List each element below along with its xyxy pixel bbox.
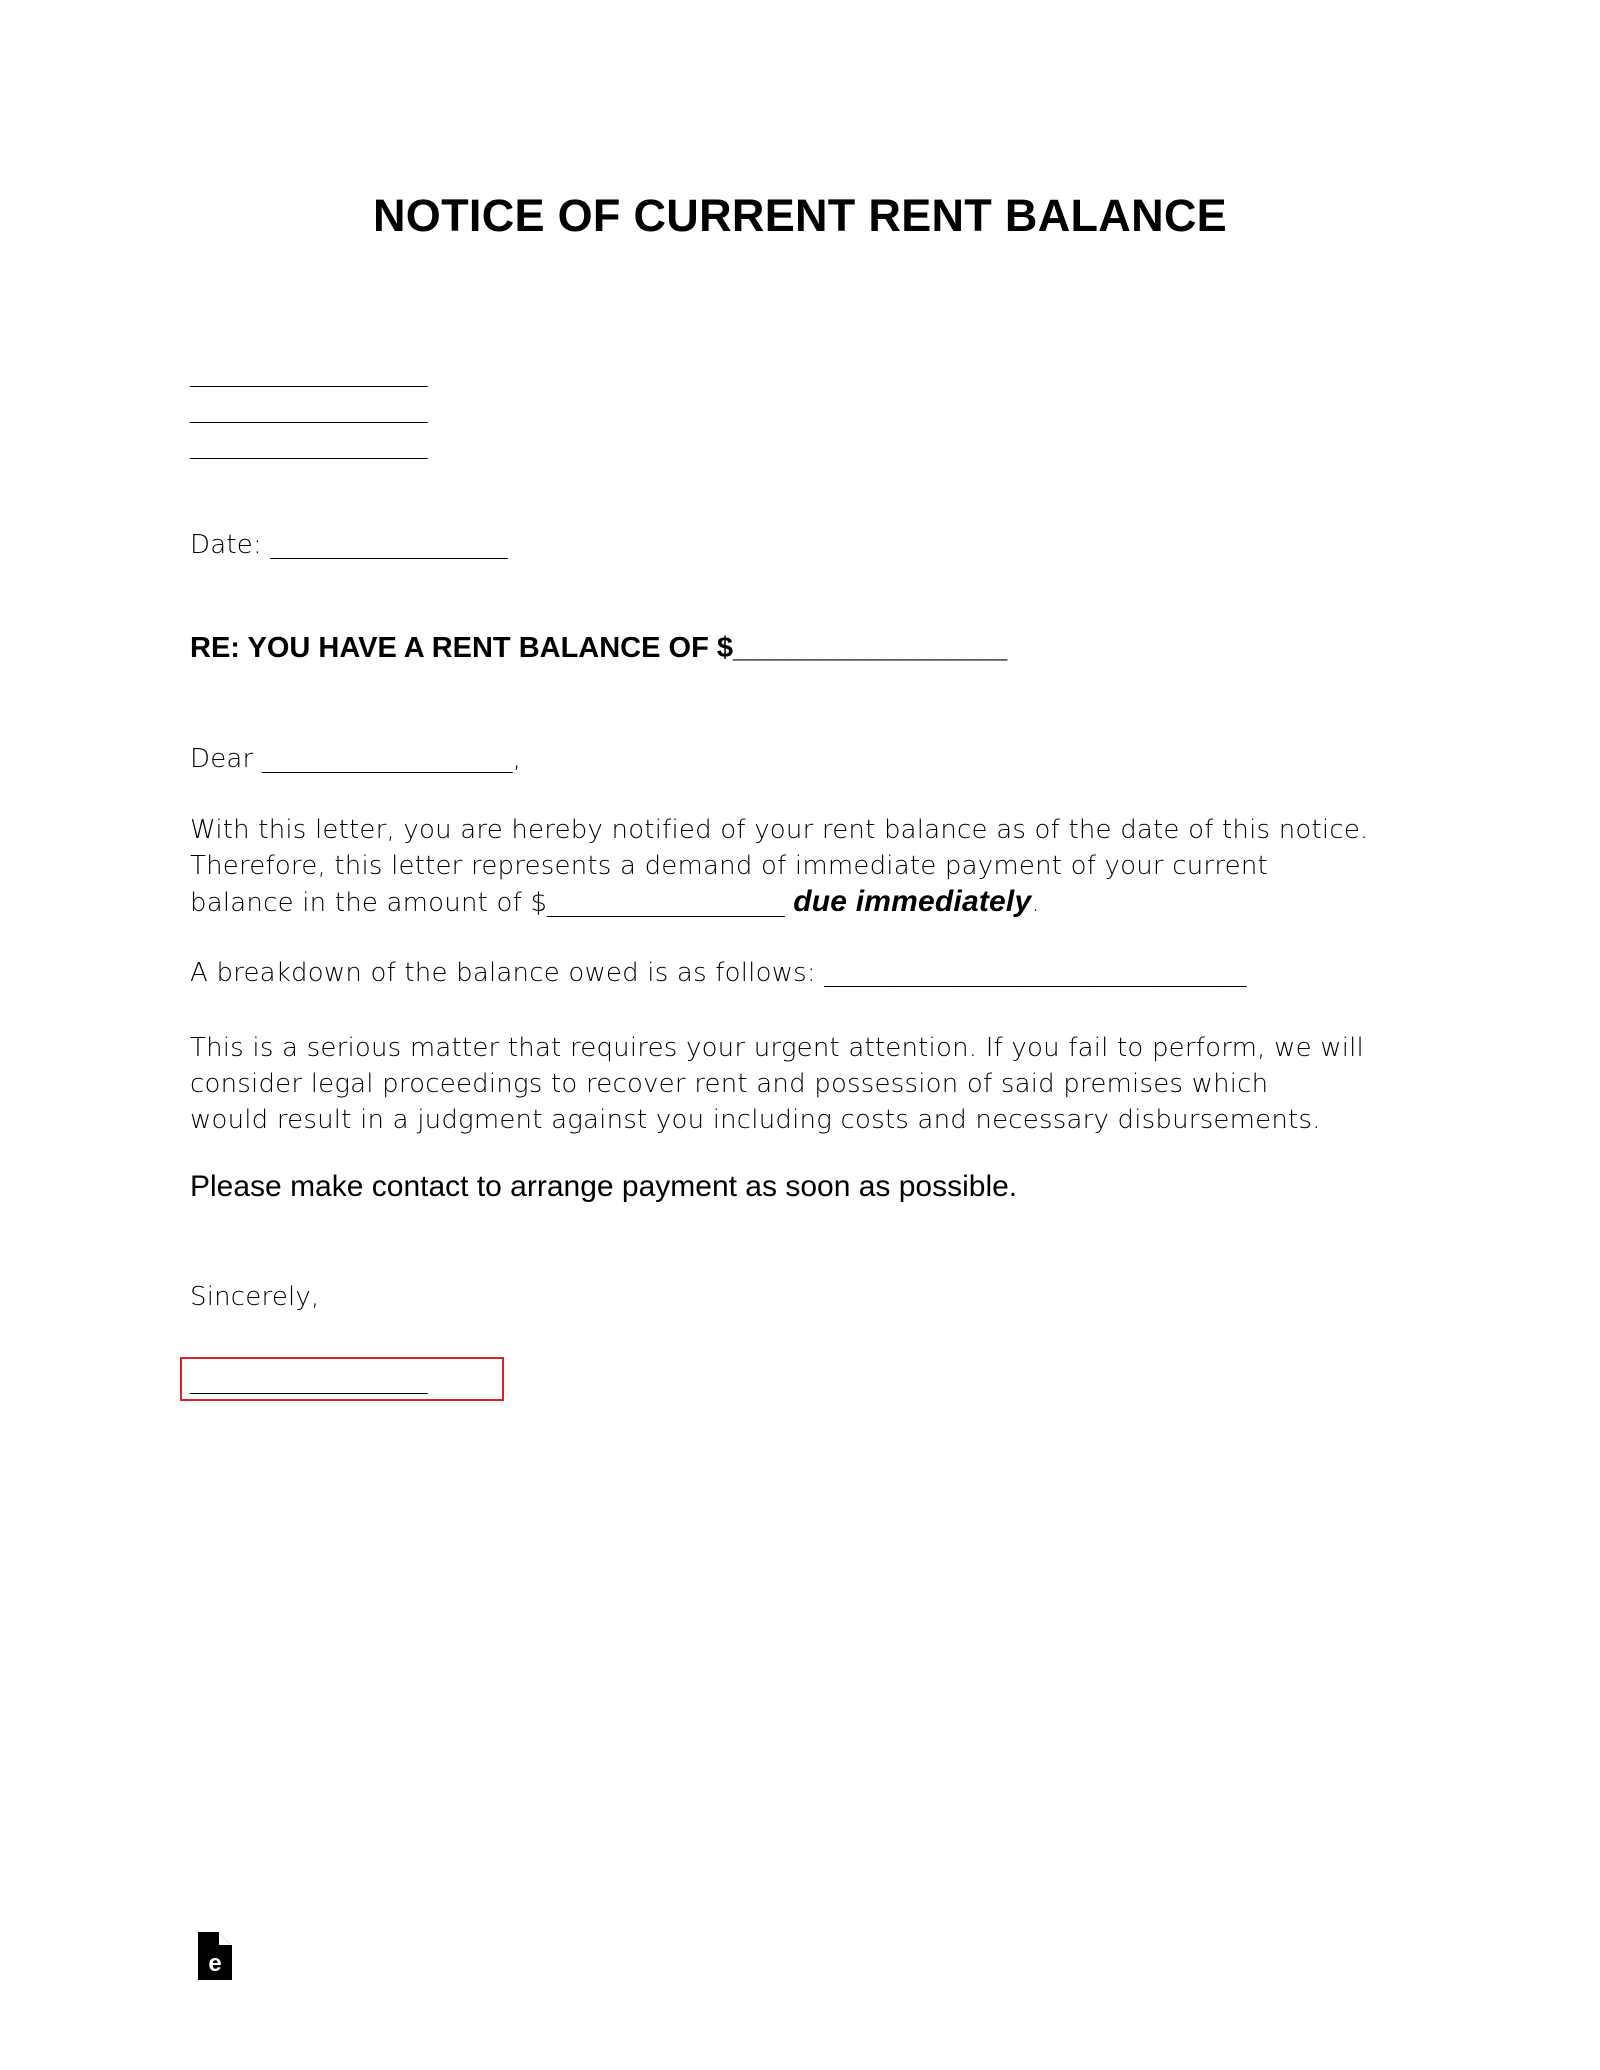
paragraph-1-line-3 (190, 884, 1368, 921)
esign-logo-graphic (196, 1930, 234, 1982)
paragraph-1-line-2: Therefore, this letter represents a demand of immediate payment of your current (190, 851, 1268, 881)
paragraph-1-period: . (1031, 888, 1040, 918)
svg-text:e: e (208, 1950, 222, 1977)
signature-line: __________________ (190, 1365, 428, 1395)
contact-line: Please make contact to arrange payment as soon as possible. (190, 1170, 1018, 1203)
date-line (190, 530, 508, 560)
paragraph-3-line-2: consider legal proceedings to recover rent and possession of said premises which (190, 1069, 1269, 1099)
amount-blank-text: balance in the amount of $__________________ (190, 888, 785, 918)
paragraph-1-line-1: With this letter, you are hereby notified of your rent balance as of the date of this notice. (190, 815, 1369, 845)
esign-logo-icon (196, 1930, 234, 1982)
address-line-3: __________________ (190, 430, 428, 460)
due-immediately-emphasis: due immediately (793, 885, 1032, 918)
document-title: NOTICE OF CURRENT RENT BALANCE (373, 190, 1227, 241)
paragraph-3 (190, 1030, 1364, 1138)
paragraph-3-line-1: This is a serious matter that requires your urgent attention. If you fail to perform, we will (190, 1033, 1364, 1063)
address-line-1: __________________ (190, 358, 428, 388)
re-subject-line: RE: YOU HAVE A RENT BALANCE OF $_________________ (190, 632, 1008, 664)
date-label: Date: (190, 530, 262, 560)
salutation: Dear ___________________, (190, 744, 522, 774)
closing: Sincerely, (190, 1282, 320, 1312)
paragraph-1 (190, 812, 1368, 921)
paragraph-3-line-3: would result in a judgment against you including costs and necessary disbursements. (190, 1105, 1321, 1135)
breakdown-line: A breakdown of the balance owed is as follows: ________________________________ (190, 958, 1247, 988)
address-line-2: __________________ (190, 394, 428, 424)
date-blank: __________________ (270, 530, 508, 560)
